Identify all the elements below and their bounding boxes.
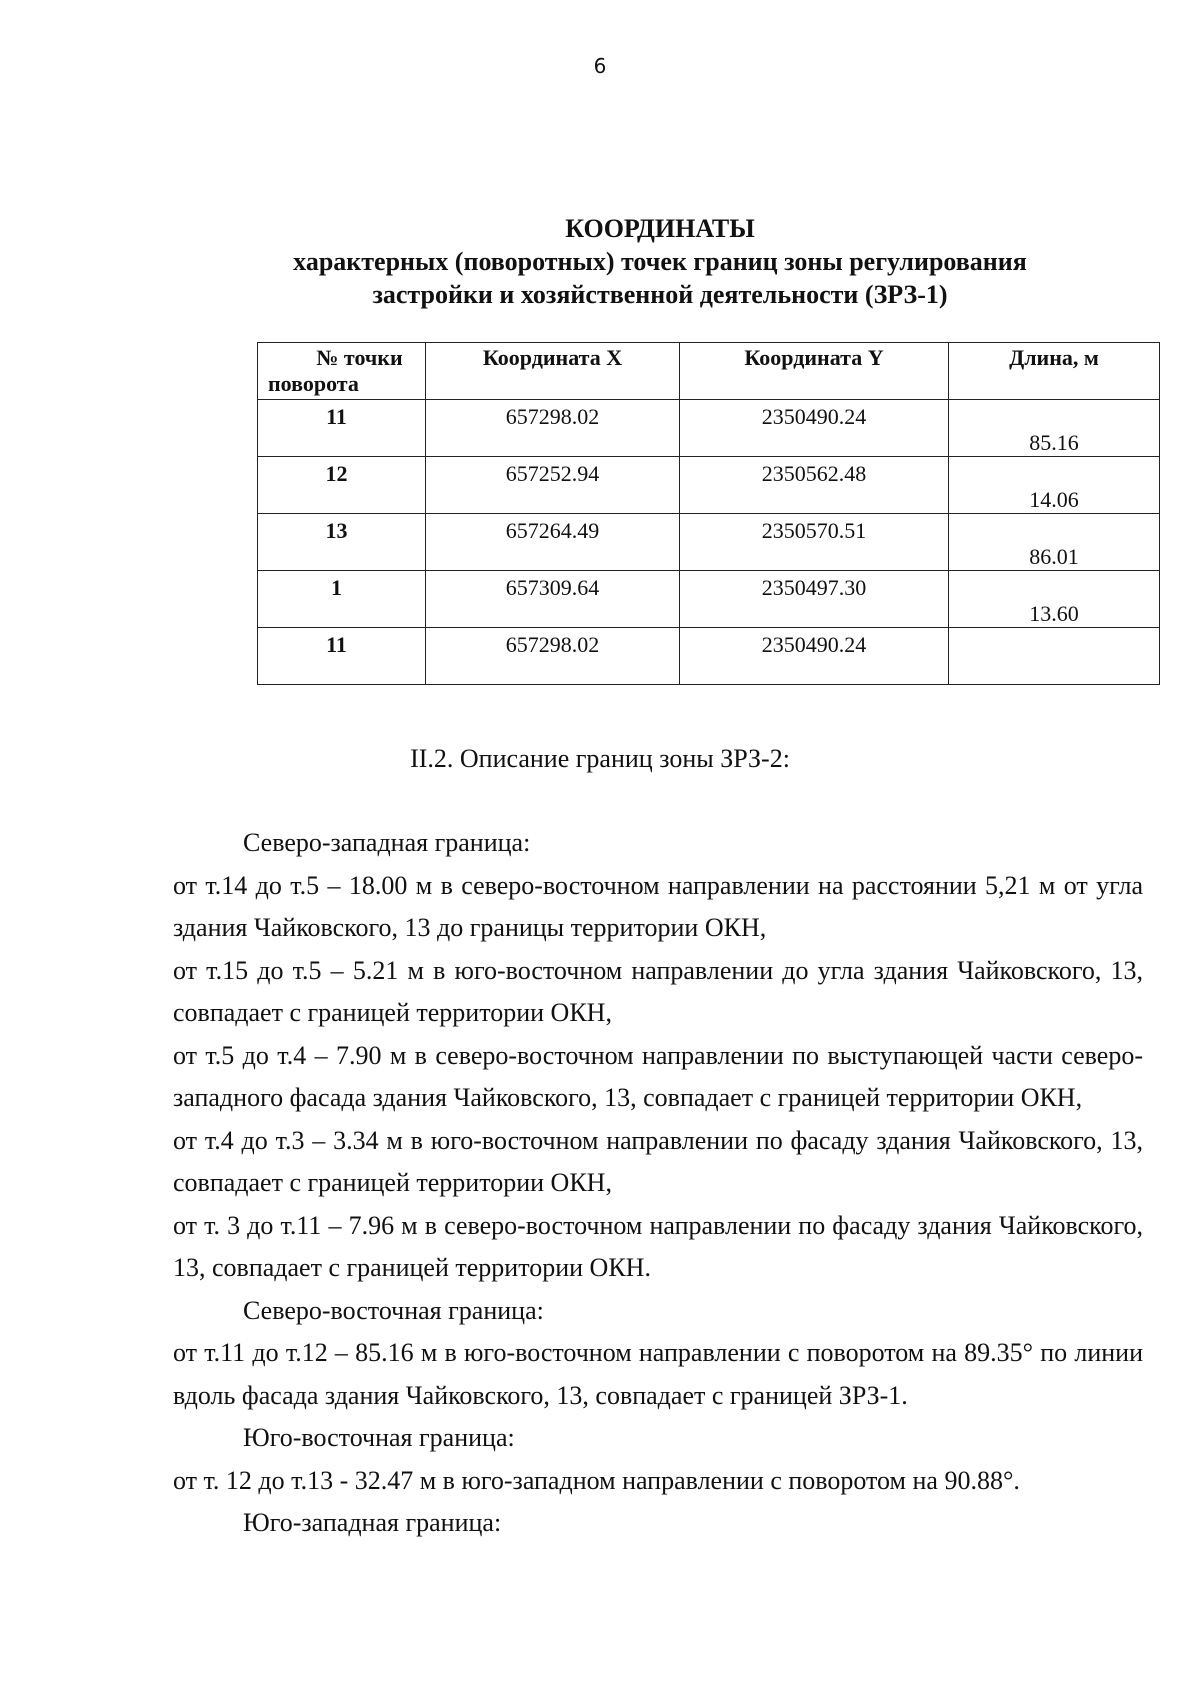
heading-subtitle-line-1: характерных (поворотных) точек границ зоны регулирования xyxy=(293,247,1027,276)
cell-y: 2350562.48 xyxy=(680,457,949,514)
header-point xyxy=(258,343,426,400)
subheading-northwest: Северо-западная граница: xyxy=(243,828,531,857)
cell-y: 2350570.51 xyxy=(680,514,949,571)
cell-length xyxy=(949,628,1160,685)
table-row xyxy=(258,457,1160,514)
subheading-southeast: Юго-восточная граница: xyxy=(243,1423,515,1452)
cell-x: 657298.02 xyxy=(426,628,680,685)
cell-point: 11 xyxy=(258,400,426,457)
paragraph: от т.4 до т.3 – 3.34 м в юго-восточном направлении по фасаду здания Чайковского, 13, совпадает с границей территории ОКН, xyxy=(173,1125,1143,1197)
cell-point: 11 xyxy=(258,628,426,685)
section-title: II.2. Описание границ зоны ЗРЗ-2: xyxy=(410,744,790,773)
table-row xyxy=(258,400,1160,457)
cell-point: 13 xyxy=(258,514,426,571)
boundary-description xyxy=(173,822,1143,1545)
header-coord-x: Координата X xyxy=(426,343,680,400)
cell-x: 657309.64 xyxy=(426,571,680,628)
cell-point: 1 xyxy=(258,571,426,628)
page-number: 6 xyxy=(593,54,607,78)
subheading-southwest: Юго-западная граница: xyxy=(243,1508,502,1537)
paragraph: от т. 12 до т.13 - 32.47 м в юго-западном направлении с поворотом на 90.88°. xyxy=(173,1465,1020,1495)
cell-y: 2350490.24 xyxy=(680,400,949,457)
paragraph: от т.5 до т.4 – 7.90 м в северо-восточном направлении по выступающей части северо-западного фасада здания Чайковского, 13, совпадает с границей территории ОКН, xyxy=(173,1040,1143,1112)
cell-y: 2350497.30 xyxy=(680,571,949,628)
table-row xyxy=(258,628,1160,685)
cell-length: 13.60 xyxy=(949,571,1160,628)
cell-x: 657298.02 xyxy=(426,400,680,457)
paragraph: от т.11 до т.12 – 85.16 м в юго-восточном направлении с поворотом на 89.35° по линии вдоль фасада здания Чайковского, 13, совпадает с границей ЗРЗ-1. xyxy=(173,1338,1143,1410)
paragraph: от т.15 до т.5 – 5.21 м в юго-восточном направлении до угла здания Чайковского, 13, совпадает с границей территории ОКН, xyxy=(173,955,1143,1027)
table-header-row xyxy=(258,343,1160,400)
heading-subtitle-line-2: застройки и хозяйственной деятельности (ЗРЗ-1) xyxy=(372,280,948,309)
coordinates-table xyxy=(257,342,1160,685)
document-heading xyxy=(230,212,1090,311)
cell-length: 14.06 xyxy=(949,457,1160,514)
cell-x: 657264.49 xyxy=(426,514,680,571)
header-coord-y: Координата Y xyxy=(680,343,949,400)
cell-length: 86.01 xyxy=(949,514,1160,571)
table-row xyxy=(258,571,1160,628)
cell-point: 12 xyxy=(258,457,426,514)
header-point-line-1: № точки xyxy=(316,345,403,370)
paragraph: от т. 3 до т.11 – 7.96 м в северо-восточном направлении по фасаду здания Чайковского, 13, совпадает с границей территории ОКН. xyxy=(173,1210,1143,1282)
table-row xyxy=(258,514,1160,571)
subheading-northeast: Северо-восточная граница: xyxy=(243,1295,544,1325)
heading-title: КООРДИНАТЫ xyxy=(565,214,755,243)
cell-y: 2350490.24 xyxy=(680,628,949,685)
paragraph: от т.14 до т.5 – 18.00 м в северо-восточном направлении на расстоянии 5,21 м от угла здания Чайковского, 13 до границы территории ОКН, xyxy=(173,870,1143,942)
header-length: Длина, м xyxy=(949,343,1160,400)
cell-x: 657252.94 xyxy=(426,457,680,514)
cell-length: 85.16 xyxy=(949,400,1160,457)
header-point-line-2: поворота xyxy=(268,371,359,396)
